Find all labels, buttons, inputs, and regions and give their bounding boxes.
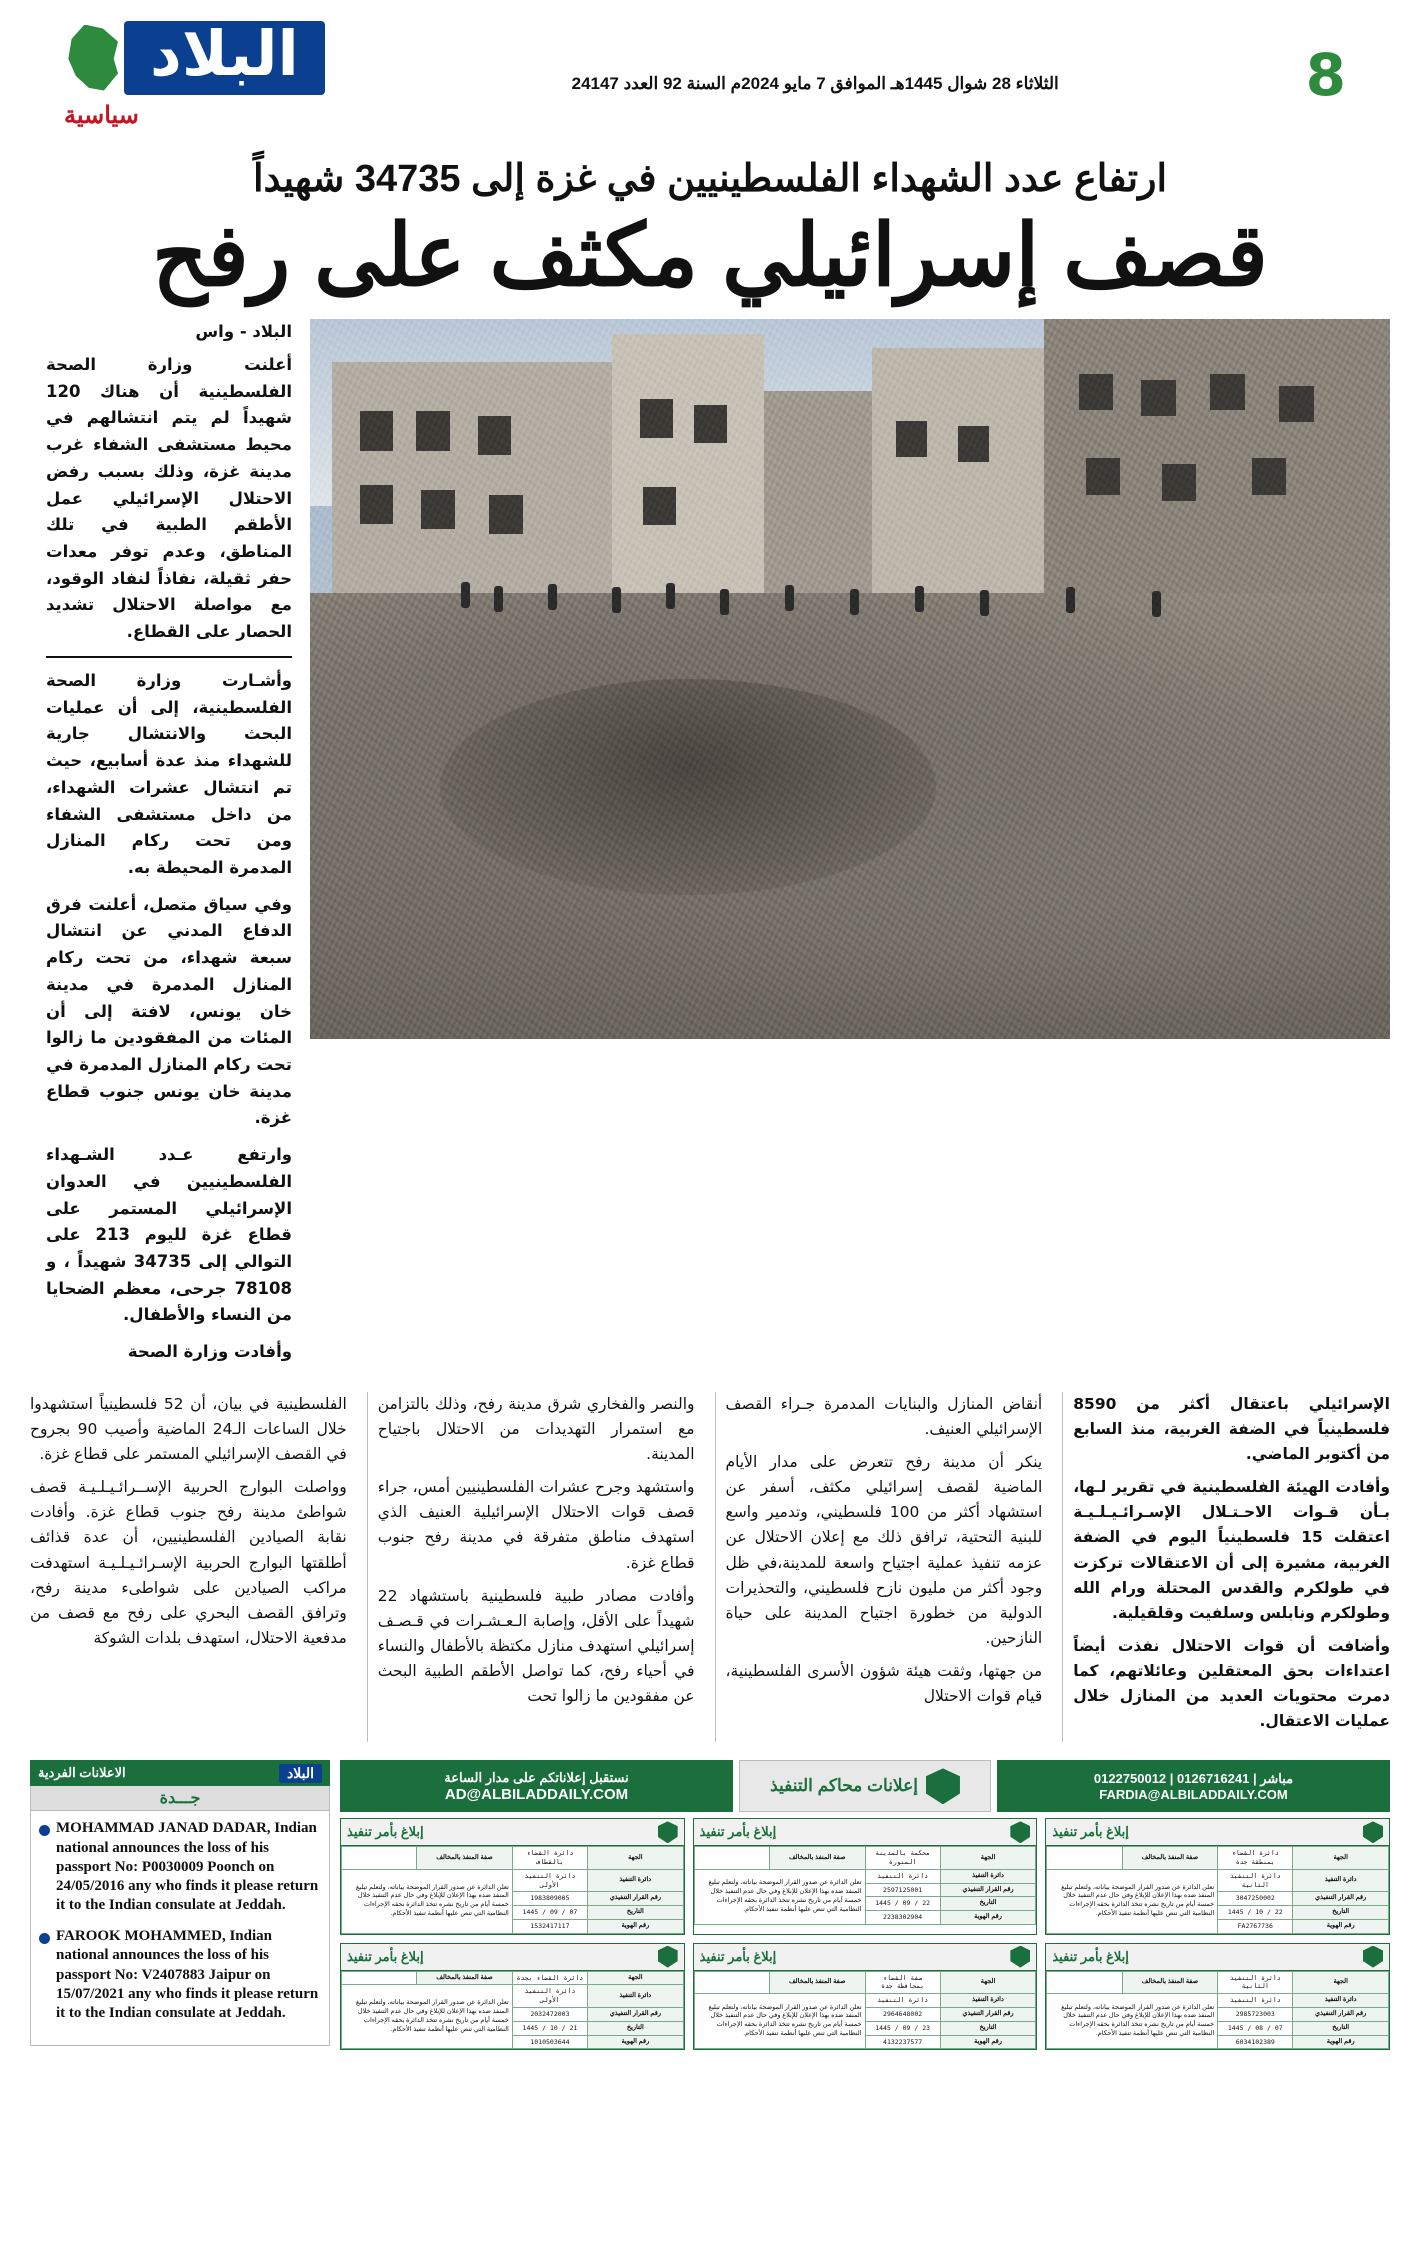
notice-label: صفة المنفذ بالمخالف bbox=[417, 1847, 513, 1870]
notice-value bbox=[342, 1971, 417, 1985]
notice-header bbox=[1046, 1819, 1389, 1846]
notice-label: الجهة bbox=[1293, 1847, 1389, 1870]
notice-card bbox=[340, 1818, 685, 1934]
notice-title: إبلاغ بأمر تنفيذ bbox=[1052, 1824, 1129, 1840]
classifieds-logo: البلاد bbox=[279, 1764, 322, 1783]
crest-icon bbox=[658, 1821, 678, 1843]
notice-card bbox=[1045, 1943, 1390, 2051]
ads-email-note: نستقبل إعلاناتكم على مدار الساعة bbox=[444, 1769, 629, 1785]
byline: البلاد - واس bbox=[195, 322, 292, 342]
notice-header bbox=[1046, 1944, 1389, 1971]
notice-label: التاريخ bbox=[588, 1906, 684, 1920]
notice-value: 23 / 09 / 1445 bbox=[865, 2021, 940, 2035]
notice-value bbox=[1047, 1847, 1122, 1870]
notice-label: صفة المنفذ بالمخالف bbox=[417, 1971, 513, 1985]
notice-body-text: تعلن الدائرة عن صدور القرار الموضحة بياناته، ولتعلم تبليغ المنفذ ضده بهذا الإعلان للإبلاغ وفي حال عدم التنفيذ خلال خمسة أيام من تاريخ نشره تتخذ الدائرة بحقه الإجراءات النظامية التي تنص عليها أنظمة تنفيذ الأحكام. bbox=[694, 1869, 865, 1924]
logo-text: البلاد bbox=[124, 21, 325, 95]
map-icon bbox=[64, 25, 118, 91]
notice-value: دائرة التنفيذ الثانية bbox=[1218, 1971, 1293, 1994]
classifieds-header bbox=[30, 1760, 330, 1786]
notice-title: إبلاغ بأمر تنفيذ bbox=[347, 1824, 424, 1840]
classifieds-city: جـــدة bbox=[30, 1786, 330, 1811]
article-column bbox=[715, 1392, 1043, 1742]
notice-value: 2964648002 bbox=[865, 2007, 940, 2021]
notice-label: التاريخ bbox=[940, 2021, 1036, 2035]
notice-label: رقم الهوية bbox=[940, 2035, 1036, 2049]
notice-body-text: تعلن الدائرة عن صدور القرار الموضحة بياناته، ولتعلم تبليغ المنفذ ضده بهذا الإعلان للإبلاغ وفي حال عدم التنفيذ خلال خمسة أيام من تاريخ نشره تتخذ الدائرة بحقه الإجراءات النظامية التي تنص عليها أنظمة تنفيذ الأحكام. bbox=[1047, 1994, 1218, 2049]
notice-title: إبلاغ بأمر تنفيذ bbox=[1052, 1948, 1129, 1964]
notice-card bbox=[693, 1943, 1038, 2051]
notice-label: رقم الهوية bbox=[588, 2035, 684, 2049]
notice-label: الجهة bbox=[588, 1847, 684, 1870]
court-ads-title bbox=[739, 1760, 991, 1812]
notice-value bbox=[342, 1847, 417, 1870]
crest-icon bbox=[926, 1768, 960, 1804]
notice-body-text: تعلن الدائرة عن صدور القرار الموضحة بياناته، ولتعلم تبليغ المنفذ ضده بهذا الإعلان للإبلاغ وفي حال عدم التنفيذ خلال خمسة أيام من تاريخ نشره تتخذ الدائرة بحقه الإجراءات النظامية التي تنص عليها أنظمة تنفيذ الأحكام. bbox=[694, 1994, 865, 2049]
notice-value: دائرة التنفيذ bbox=[865, 1994, 940, 2008]
notice-card bbox=[340, 1943, 685, 2051]
paragraph: وواصلت البوارج الحربية الإســرائـيـلـيـة قصف شواطئ مدينة رفح جنوب قطاع غزة. وأفادت نقابة الصيادين الفلسطينيين، أن عدة قذائف أطلقتها البوارج الحربية الإسـرائـيـلـيـة استهدفت مراكب الصيادين على شواطىء مدينة رفح، وترافق القصف البحري على رفح مع قصف من مدفعية الاحتلال، استهدف بلدات الشوكة bbox=[30, 1478, 347, 1647]
crest-icon bbox=[1363, 1821, 1383, 1843]
notice-label: صفة المنفذ بالمخالف bbox=[769, 1971, 865, 1994]
list-item bbox=[39, 1927, 321, 2023]
notice-value: 6034102389 bbox=[1218, 2035, 1293, 2049]
notice-value: 2032472003 bbox=[512, 2007, 587, 2021]
notice-value: دائرة التنفيذ الأولى bbox=[512, 1985, 587, 2008]
notice-label: رقم القرار التنفيذي bbox=[940, 2007, 1036, 2021]
ads-section bbox=[30, 1760, 1390, 2050]
notice-card bbox=[1045, 1818, 1390, 1934]
paragraph: وأفادت الهيئة الفلسطينية في تقرير لـها، بـأن قـوات الاحـتـلال الإسـرائـيـلـيـة اعتقلت 15 فلسطينياً اليوم في الضفة الغربية، مشيرة إلى أن الاعتقالات تركزت في طولكرم والقدس المحتلة ورام الله وطولكرم ونابلس وسلفيت وقلقيلية. bbox=[1073, 1478, 1390, 1622]
notice-value bbox=[694, 1847, 769, 1870]
paragraph: وأضافت أن قوات الاحتلال نفذت أيضاً اعتداءات بحق المعتقلين وعائلاتهم، كما دمرت محتويات العديد من المنازل خلال عمليات الاعتقال. bbox=[1073, 1636, 1390, 1731]
lead-article bbox=[30, 319, 292, 1376]
ads-email[interactable]: AD@ALBILADDAILY.COM bbox=[444, 1785, 629, 1803]
notice-label: رقم الهوية bbox=[1293, 2035, 1389, 2049]
classifieds-title: الاعلانات الفردية bbox=[38, 1765, 126, 1781]
notice-value: 21 / 10 / 1445 bbox=[512, 2021, 587, 2035]
notice-header bbox=[341, 1819, 684, 1846]
classifieds-block bbox=[30, 1760, 330, 2050]
newspaper-logo bbox=[64, 16, 325, 95]
bullet-icon bbox=[39, 1825, 50, 1836]
notice-value: دائرة القضاء بمنطقة جدة bbox=[1218, 1847, 1293, 1870]
court-notices-block bbox=[340, 1760, 1390, 2050]
notice-body-text: تعلن الدائرة عن صدور القرار الموضحة بياناته، ولتعلم تبليغ المنفذ ضده بهذا الإعلان للإبلاغ وفي حال عدم التنفيذ خلال خمسة أيام من تاريخ نشره تتخذ الدائرة بحقه الإجراءات النظامية التي تنص عليها أنظمة تنفيذ الأحكام. bbox=[342, 1985, 513, 2049]
notice-label: الجهة bbox=[1293, 1971, 1389, 1994]
notice-card bbox=[693, 1818, 1038, 1934]
notice-label: رقم القرار التنفيذي bbox=[588, 2007, 684, 2021]
notice-value: 07 / 09 / 1445 bbox=[512, 1906, 587, 1920]
notice-label: صفة المنفذ بالمخالف bbox=[1122, 1847, 1218, 1870]
page-title: قصف إسرائيلي مكثف على رفح bbox=[152, 208, 1268, 304]
notice-label: صفة المنفذ بالمخالف bbox=[769, 1847, 865, 1870]
paragraph: والنصر والفخاري شرق مدينة رفح، وذلك بالتزامن مع استمرار التهديدات من الاحتلال باجتياح المدينة. bbox=[377, 1394, 695, 1464]
notice-value: صفة القضاء بمحافظة جدة bbox=[865, 1971, 940, 1994]
notice-label: رقم الهوية bbox=[940, 1911, 1036, 1925]
bullet-icon bbox=[39, 1933, 50, 1944]
photo-texture bbox=[310, 319, 1390, 1039]
kicker-headline: ارتفاع عدد الشهداء الفلسطينيين في غزة إلى 34735 شهيداً bbox=[252, 158, 1168, 200]
ads-phone-box bbox=[997, 1760, 1390, 1812]
notice-label: رقم الهوية bbox=[1293, 1919, 1389, 1933]
notice-label: دائرة التنفيذ bbox=[1293, 1994, 1389, 2008]
notice-label: رقم الهوية bbox=[588, 1919, 684, 1933]
article-column bbox=[30, 1392, 347, 1742]
notice-value: 2985723003 bbox=[1218, 2007, 1293, 2021]
article-body bbox=[30, 1392, 1390, 1742]
notice-header bbox=[694, 1944, 1037, 1971]
notice-table bbox=[694, 1846, 1037, 1925]
notice-title: إبلاغ بأمر تنفيذ bbox=[699, 1948, 777, 1964]
paragraph: من جهتها، وثقت هيئة شؤون الأسرى الفلسطينية، قيام قوات الاحتلال bbox=[725, 1661, 1043, 1706]
notice-value: دائرة التنفيذ الأولى bbox=[512, 1869, 587, 1892]
notice-table bbox=[1046, 1971, 1389, 2050]
paragraph: وأفادت مصادر طبية فلسطينية باستشهاد 22 شهيداً على الأقل، وإصابة الـعـشـرات في قـصـف إسرائيلي استهدف منازل مكتظة بالأطفال والنساء في أحياء رفح، كما تواصل الأطقم الطبية البحث عن مفقودين ما زالوا تحت bbox=[377, 1586, 695, 1706]
notice-value: دائرة التنفيذ bbox=[1218, 1994, 1293, 2008]
notice-label: رقم القرار التنفيذي bbox=[1293, 1892, 1389, 1906]
notice-table bbox=[1046, 1846, 1389, 1933]
notice-value: دائرة القضاء بجدة bbox=[512, 1971, 587, 1985]
lead-paragraph: أعلنت وزارة الصحة الفلسطينية أن هناك 120 شهيداً لم يتم انتشالهم في محيط مستشفى الشفاء غرب مدينة غزة، وذلك بسبب رفض الاحتلال الإسرائيلي عمل الأطقم الطبية في تلك المناطق، وعدم توفر معدات حفر ثقيلة، نفاذاً لنفاد الوقود، مع مواصلة الاحتلال تشديد الحصار على القطاع. bbox=[46, 355, 292, 642]
notice-label: دائرة التنفيذ bbox=[588, 1869, 684, 1892]
classifieds-list bbox=[30, 1811, 330, 2046]
crest-icon bbox=[1010, 1821, 1030, 1843]
court-ads-title-text: إعلانات محاكم التنفيذ bbox=[770, 1776, 918, 1796]
crest-icon bbox=[658, 1946, 678, 1968]
article-column bbox=[1062, 1392, 1390, 1742]
classified-text: FAROOK MOHAMMED, Indian national announces the loss of his passport No: V2407883 Jaipur on 15/07/2021 any who finds it please return it to the Indian consulate at Jeddah. bbox=[56, 1928, 319, 2021]
notice-label: الجهة bbox=[940, 1971, 1036, 1994]
notice-label: دائرة التنفيذ bbox=[588, 1985, 684, 2008]
notice-header bbox=[694, 1819, 1037, 1846]
page-number: 8 bbox=[1305, 41, 1346, 109]
notice-label: الجهة bbox=[588, 1971, 684, 1985]
notice-value: FA2767736 bbox=[1218, 1919, 1293, 1933]
ads-fardia-email[interactable]: FARDIA@ALBILADDAILY.COM bbox=[1099, 1786, 1288, 1802]
notice-title: إبلاغ بأمر تنفيذ bbox=[347, 1948, 424, 1964]
notice-table bbox=[341, 1846, 684, 1933]
notice-label: دائرة التنفيذ bbox=[940, 1994, 1036, 2008]
paragraph: ينكر أن مدينة رفح تتعرض على مدار الأيام الماضية لقصف إسرائيلي مكثف، أسفر عن استشهاد أكثر من 100 فلسطيني، وتدمير واسع للبنية التحتية، ترافق ذلك مع إعلان الاحتلال عن عزمه تنفيذ عملية اجتياح واسعة للمدينة،في ظل وجود أكثر من مليون نازح فلسطيني، والتحذيرات الدولية من خطورة اجتياح المدينة على حياة النازحين. bbox=[725, 1453, 1043, 1647]
paragraph: الإسرائيلي باعتقال أكثر من 8590 فلسطينياً في الضفة الغربية، منذ السابع من أكتوبر الماضي. bbox=[1073, 1394, 1390, 1464]
article-column bbox=[367, 1392, 695, 1742]
hero-section bbox=[30, 319, 1390, 1376]
notices-grid bbox=[340, 1818, 1390, 2050]
notice-title: إبلاغ بأمر تنفيذ bbox=[699, 1824, 777, 1840]
lead-paragraph: وارتفع عـدد الشـهداء الفلسطينيين في العدوان الإسرائيلي المستمر على قطاع غزة لليوم 213 على التوالي إلى 34735 شهيداً ، و 78108 جرحى، معظم الضحايا من النساء والأطفال. bbox=[46, 1145, 292, 1325]
news-photo bbox=[310, 319, 1390, 1039]
notice-value: 4132237577 bbox=[865, 2035, 940, 2049]
notice-value: دائرة التنفيذ الثانية bbox=[1218, 1869, 1293, 1892]
notice-label: التاريخ bbox=[1293, 1906, 1389, 1920]
crest-icon bbox=[1363, 1946, 1383, 1968]
notice-value: 1983809005 bbox=[512, 1892, 587, 1906]
crest-icon bbox=[1010, 1946, 1030, 1968]
notice-label: التاريخ bbox=[1293, 2021, 1389, 2035]
notice-label: التاريخ bbox=[588, 2021, 684, 2035]
notice-value bbox=[1047, 1971, 1122, 1994]
notice-body-text: تعلن الدائرة عن صدور القرار الموضحة بياناته، ولتعلم تبليغ المنفذ ضده بهذا الإعلان للإبلاغ وفي حال عدم التنفيذ خلال خمسة أيام من تاريخ نشره تتخذ الدائرة بحقه الإجراءات النظامية التي تنص عليها أنظمة تنفيذ الأحكام. bbox=[1047, 1869, 1218, 1933]
notice-value: 3047250002 bbox=[1218, 1892, 1293, 1906]
notice-value: 2597125001 bbox=[865, 1883, 940, 1897]
notice-label: صفة المنفذ بالمخالف bbox=[1122, 1971, 1218, 1994]
classified-text: MOHAMMAD JANAD DADAR, Indian national announces the loss of his passport No: P0030009 Poonch on 24/05/2016 any who finds it please return it to the Indian consulate at Jeddah. bbox=[56, 1820, 319, 1914]
notice-value: 22 / 10 / 1445 bbox=[1218, 1906, 1293, 1920]
notice-label: الجهة bbox=[940, 1847, 1036, 1870]
lead-paragraph: وأشـارت وزارة الصحة الفلسطينية، إلى أن عمليات البحث والانتشال جارية للشهداء منذ عدة أسابيع، حيث تم انتشال عشرات الشهداء، من داخل مستشفى الشفاء ومن تحت ركام المنازل المدمرة المحيطة به. bbox=[46, 670, 292, 877]
notice-value: محكمة بالمدينة المنورة bbox=[865, 1847, 940, 1870]
ads-email-box bbox=[340, 1760, 733, 1812]
notice-value bbox=[694, 1971, 769, 1994]
notice-value: 07 / 08 / 1445 bbox=[1218, 2021, 1293, 2035]
notice-table bbox=[694, 1971, 1037, 2050]
notice-header bbox=[341, 1944, 684, 1971]
paragraph: واستشهد وجرح عشرات الفلسطينيين أمس، جراء قصف قوات الاحتلال الإسرائيلية العنيف الذي استهدف مناطق متفرقة في مدينة رفح جنوب قطاع غزة. bbox=[377, 1478, 695, 1572]
notice-value: 1010503644 bbox=[512, 2035, 587, 2049]
masthead bbox=[0, 0, 1420, 150]
list-item bbox=[39, 1819, 321, 1915]
paragraph: الفلسطينية في بيان، أن 52 فلسطينياً استشهدوا خلال الساعات الـ24 الماضية وأصيب 90 بجروح في القصف الإسرائيلي المستمر على قطاع غزة. bbox=[30, 1394, 347, 1464]
notice-table bbox=[341, 1971, 684, 2050]
notice-value: 2238302904 bbox=[865, 1911, 940, 1925]
notice-value: 1532417117 bbox=[512, 1919, 587, 1933]
notice-label: دائرة التنفيذ bbox=[940, 1869, 1036, 1883]
ads-phone-numbers: مباشر | 0126716241 | 0122750012 bbox=[1093, 1770, 1294, 1786]
paragraph: أنقاض المنازل والبنايات المدمرة جـراء القصف الإسرائيلي العنيف. bbox=[725, 1394, 1043, 1438]
ads-header bbox=[340, 1760, 1390, 1812]
notice-value: 22 / 09 / 1445 bbox=[865, 1897, 940, 1911]
notice-label: رقم القرار التنفيذي bbox=[940, 1883, 1036, 1897]
divider bbox=[46, 656, 292, 658]
notice-label: رقم القرار التنفيذي bbox=[1293, 2007, 1389, 2021]
notice-label: دائرة التنفيذ bbox=[1293, 1869, 1389, 1892]
notice-label: رقم القرار التنفيذي bbox=[588, 1892, 684, 1906]
issue-date-line: الثلاثاء 28 شوال 1445هـ الموافق 7 مايو 2024م السنة 92 العدد 24147 bbox=[571, 74, 1059, 93]
notice-label: التاريخ bbox=[940, 1897, 1036, 1911]
lead-paragraph: وأفادت وزارة الصحة bbox=[127, 1342, 292, 1362]
notice-value: دائرة القضاء بالقطاف bbox=[512, 1847, 587, 1870]
section-label: سياسية bbox=[64, 101, 139, 129]
lead-paragraph: وفي سياق متصل، أعلنت فرق الدفاع المدني عن انتشال سبعة شهداء، من تحت ركام المنازل المدمرة في مدينة خان يونس، لافتة إلى أن المئات من المفقودين ما زالوا تحت ركام المنازل المدمرة في مدينة خان يونس جنوب قطاع غزة. bbox=[46, 894, 292, 1128]
masthead-logo-area bbox=[64, 16, 325, 130]
notice-body-text: تعلن الدائرة عن صدور القرار الموضحة بياناته، ولتعلم تبليغ المنفذ ضده بهذا الإعلان للإبلاغ وفي حال عدم التنفيذ خلال خمسة أيام من تاريخ نشره تتخذ الدائرة بحقه الإجراءات النظامية التي تنص عليها أنظمة تنفيذ الأحكام. bbox=[342, 1869, 513, 1933]
notice-value: دائرة التنفيذ bbox=[865, 1869, 940, 1883]
